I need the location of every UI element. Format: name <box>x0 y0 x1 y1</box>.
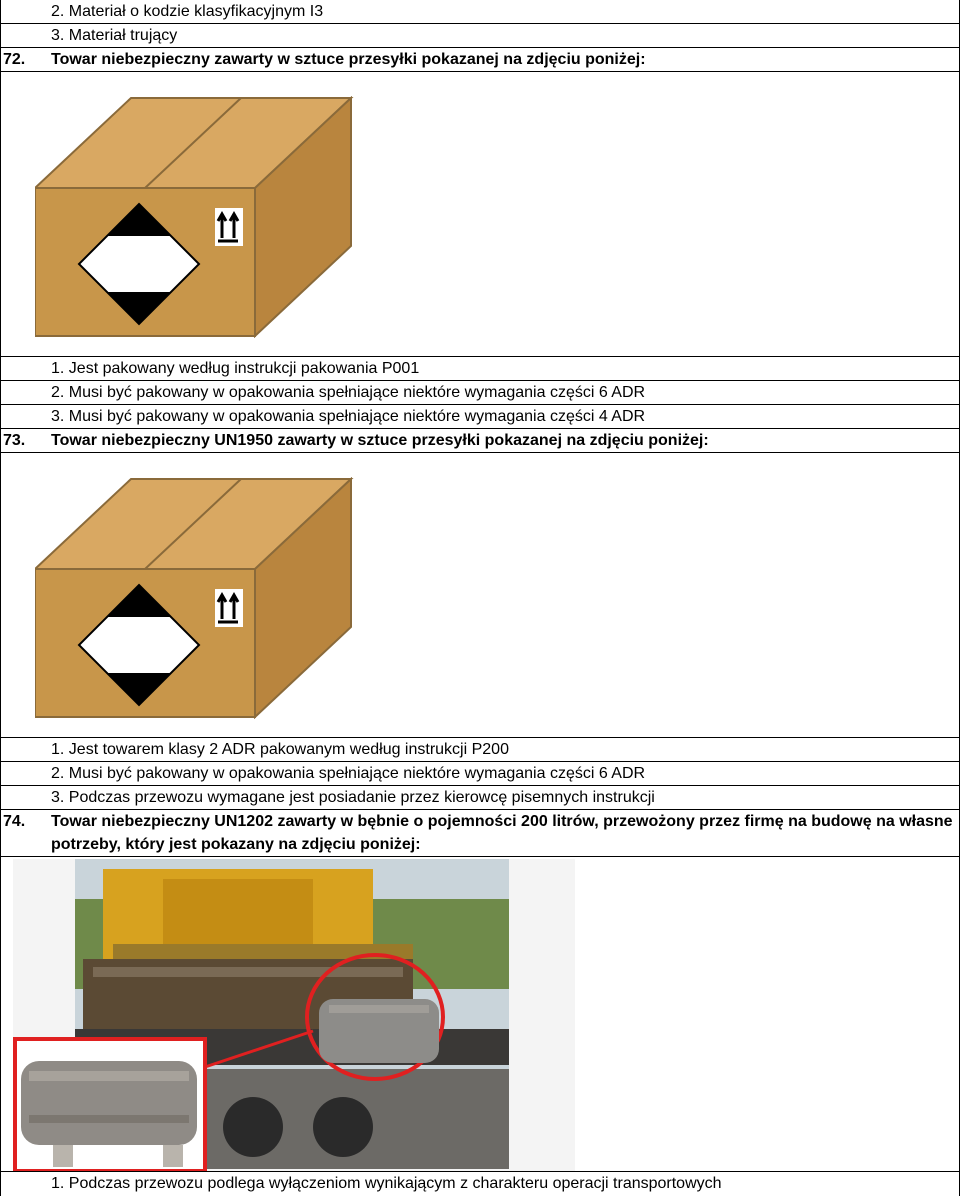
answer-row <box>1 405 959 429</box>
answer-text: 3. Musi być pakowany w opakowania spełniające niektóre wymagania części 4 ADR <box>51 408 646 425</box>
question-row <box>1 48 959 72</box>
question-number: 74. <box>3 813 26 830</box>
answer-row <box>1 24 959 48</box>
image-row <box>1 72 959 357</box>
box-with-diamond-label-icon <box>35 96 355 338</box>
answer-row <box>1 1172 959 1196</box>
box-with-diamond-label-icon <box>35 477 355 719</box>
answer-row <box>1 357 959 381</box>
question-text: Towar niebezpieczny zawarty w sztuce przesyłki pokazanej na zdjęciu poniżej: <box>51 51 646 68</box>
question-text: Towar niebezpieczny UN1202 zawarty w bębnie o pojemności 200 litrów, przewożony przez firmę na budowę na własne potrzeby, który jest pokazany na zdjęciu poniżej: <box>51 813 953 853</box>
answer-row <box>1 381 959 405</box>
answer-row <box>1 786 959 810</box>
answer-row <box>1 738 959 762</box>
question-row <box>1 429 959 453</box>
answer-row <box>1 762 959 786</box>
answer-text: 2. Musi być pakowany w opakowania spełniające niektóre wymagania części 6 ADR <box>51 765 646 782</box>
answer-text: 3. Materiał trujący <box>51 27 178 44</box>
answer-text: 2. Musi być pakowany w opakowania spełniające niektóre wymagania części 6 ADR <box>51 384 646 401</box>
answer-text: 3. Podczas przewozu wymagane jest posiadanie przez kierowcę pisemnych instrukcji <box>51 789 655 806</box>
answer-text: 1. Jest pakowany według instrukcji pakowania P001 <box>51 360 420 377</box>
image-row <box>1 453 959 738</box>
answer-text: 1. Podczas przewozu podlega wyłączeniom wynikającym z charakteru operacji transportowych <box>51 1175 722 1192</box>
question-row <box>1 810 959 857</box>
question-text: Towar niebezpieczny UN1950 zawarty w sztuce przesyłki pokazanej na zdjęciu poniżej: <box>51 432 709 449</box>
answer-row <box>1 0 959 24</box>
question-number: 72. <box>3 51 26 68</box>
bulldozer-drum-photo-icon <box>13 859 575 1171</box>
image-row <box>1 857 959 1172</box>
answer-text: 1. Jest towarem klasy 2 ADR pakowanym według instrukcji P200 <box>51 741 509 758</box>
question-number: 73. <box>3 432 26 449</box>
answer-text: 2. Materiał o kodzie klasyfikacyjnym I3 <box>51 3 324 20</box>
